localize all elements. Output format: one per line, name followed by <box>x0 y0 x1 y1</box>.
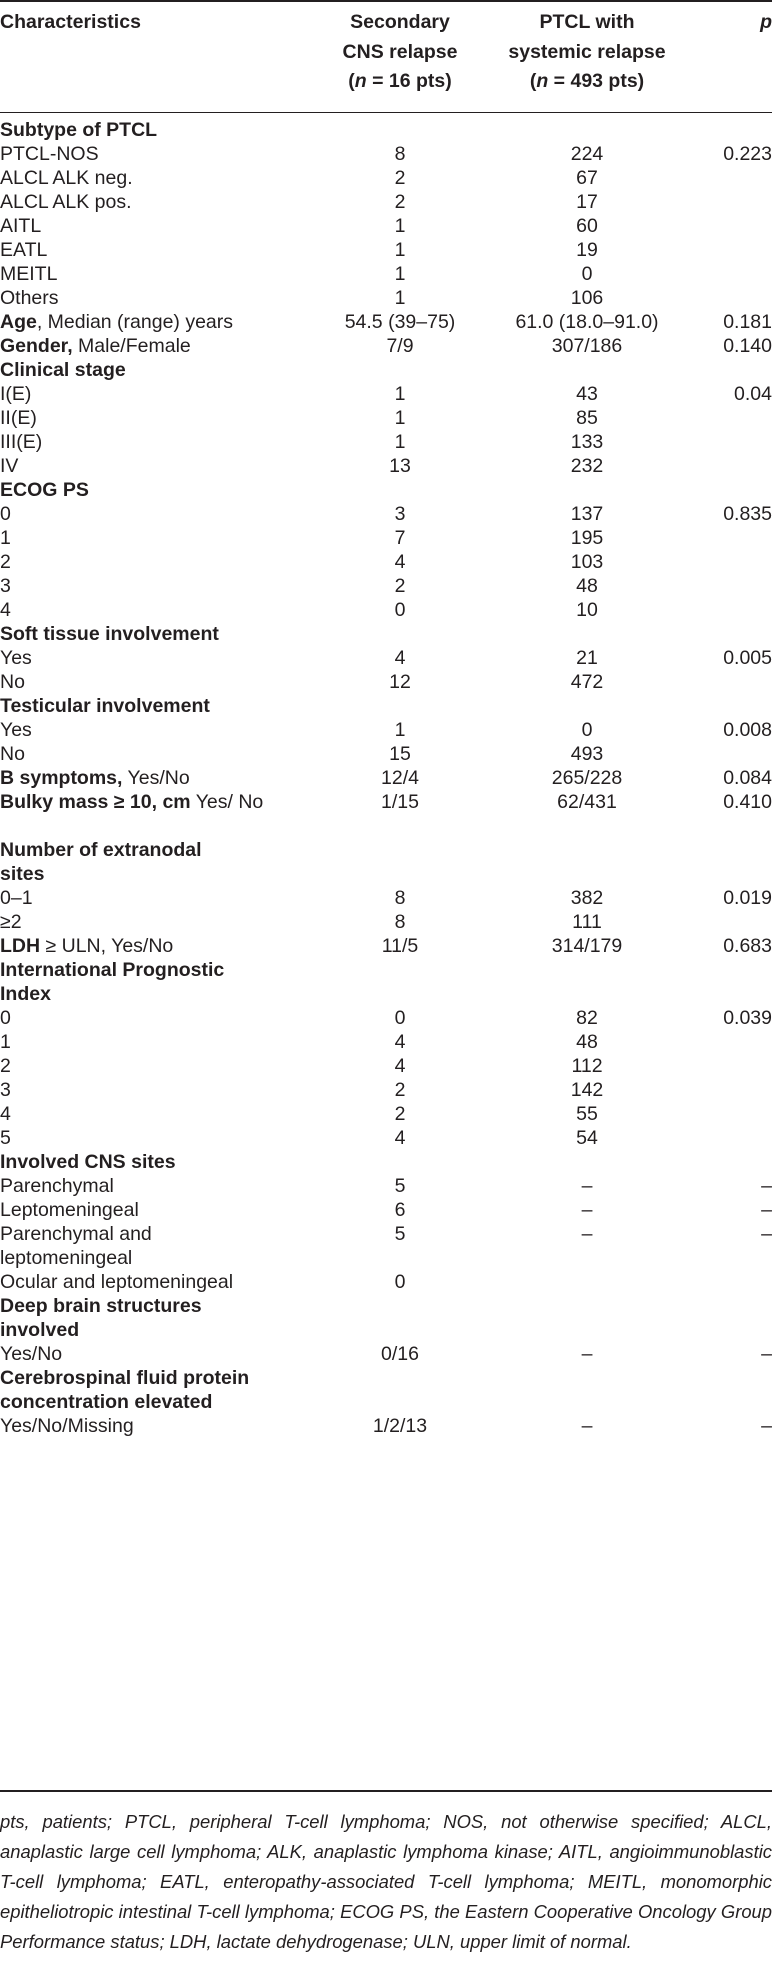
cell-secondary-cns: 2 <box>394 1079 406 1101</box>
row-label <box>0 766 300 790</box>
cell-secondary-cns: 1 <box>394 287 406 309</box>
cell-systemic-relapse: – <box>581 1223 593 1245</box>
cell-p-value: 0.005 <box>723 647 772 669</box>
row-label-bold: Age <box>0 311 37 333</box>
header-secondary-line2: CNS relapse <box>342 40 458 63</box>
cell-systemic-relapse: 195 <box>570 527 604 549</box>
row-label: 3 <box>0 575 11 597</box>
cell-systemic-relapse: 17 <box>576 191 598 213</box>
cell-systemic-relapse: 61.0 (18.0–91.0) <box>515 311 659 333</box>
cell-secondary-cns: 7/9 <box>386 335 414 357</box>
cell-systemic-relapse: 60 <box>576 215 598 237</box>
cell-secondary-cns: 1/15 <box>381 791 419 813</box>
cell-systemic-relapse: 0 <box>581 263 593 285</box>
row-label: Others <box>0 287 59 309</box>
section-heading: Deep brain structures involved <box>0 1295 202 1341</box>
cell-secondary-cns: 11/5 <box>381 935 419 957</box>
row-label-bold: Gender, <box>0 335 73 357</box>
cell-p-value: 0.181 <box>723 311 772 333</box>
row-label: Yes <box>0 647 32 669</box>
cell-secondary-cns: 2 <box>394 167 406 189</box>
cell-p-value: 0.008 <box>723 719 772 741</box>
cell-secondary-cns: 1 <box>394 215 406 237</box>
cell-systemic-relapse: 103 <box>570 551 604 573</box>
row-label-bold: Bulky mass ≥ 10, cm <box>0 791 191 813</box>
cell-secondary-cns: 0 <box>394 1271 406 1293</box>
row-label: IV <box>0 455 19 477</box>
cell-p-value: 0.039 <box>723 1007 772 1029</box>
row-label: No <box>0 743 25 765</box>
cell-secondary-cns: 4 <box>394 1127 406 1149</box>
cell-secondary-cns: 15 <box>389 743 411 765</box>
cell-systemic-relapse: 106 <box>570 287 604 309</box>
row-label: Yes/No <box>0 1343 63 1365</box>
cell-secondary-cns: 8 <box>394 887 406 909</box>
cell-systemic-relapse: 133 <box>570 431 604 453</box>
cell-secondary-cns: 2 <box>394 575 406 597</box>
row-label-bold: LDH <box>0 935 41 957</box>
row-label-rest: Yes/No <box>122 767 190 789</box>
cell-systemic-relapse: 54 <box>576 1127 598 1149</box>
cell-systemic-relapse: 137 <box>570 503 604 525</box>
row-label-bold: B symptoms, <box>0 767 123 789</box>
cell-p-value: 0.140 <box>723 335 772 357</box>
cell-secondary-cns: 8 <box>394 143 406 165</box>
row-label: 0 <box>0 1007 11 1029</box>
row-label: 2 <box>0 1055 11 1077</box>
row-label: 0 <box>0 503 11 525</box>
cell-p-value: 0.683 <box>723 935 772 957</box>
row-label: ALCL ALK pos. <box>0 191 132 213</box>
cell-p-value: 0.835 <box>723 503 772 525</box>
cell-systemic-relapse: 232 <box>570 455 604 477</box>
cell-systemic-relapse: 493 <box>570 743 604 765</box>
cell-systemic-relapse: 0 <box>581 719 593 741</box>
row-label: Parenchymal and leptomeningeal <box>0 1223 152 1269</box>
cell-systemic-relapse: 82 <box>576 1007 598 1029</box>
cell-systemic-relapse: 48 <box>576 575 598 597</box>
row-label: 5 <box>0 1127 11 1149</box>
cell-p-value: 0.04 <box>734 383 772 405</box>
cell-p-value: – <box>761 1199 772 1221</box>
cell-secondary-cns: 1 <box>394 431 406 453</box>
cell-p-value: – <box>761 1223 772 1245</box>
row-label-rest: Male/Female <box>72 335 191 357</box>
cell-systemic-relapse: 55 <box>576 1103 598 1125</box>
header-p-value: p <box>760 11 772 33</box>
cell-systemic-relapse: 307/186 <box>551 335 623 357</box>
cell-systemic-relapse: – <box>581 1415 593 1437</box>
cell-secondary-cns: 4 <box>394 647 406 669</box>
cell-secondary-cns: 2 <box>394 1103 406 1125</box>
cell-secondary-cns: 3 <box>394 503 406 525</box>
header-systemic-line2: systemic relapse <box>508 40 666 63</box>
cell-systemic-relapse: 48 <box>576 1031 598 1053</box>
cell-p-value: – <box>761 1343 772 1365</box>
row-label <box>0 334 300 358</box>
section-heading: Subtype of PTCL <box>0 119 158 141</box>
cell-systemic-relapse: 382 <box>570 887 604 909</box>
table-footnote: pts, patients; PTCL, peripheral T-cell lymphoma; NOS, not otherwise specified; ALCL, anaplastic large cell lymphoma; ALK, anaplastic lymphoma kinase; AITL, angioimmunoblastic T-cell lymphoma; EATL, enteropathy-associated T-cell lymphoma; MEITL, monomorphic epitheliotropic intestinal T-cell lymphoma; ECOG PS, the Eastern Cooperative Oncology Group Performance status; LDH, lactate dehydrogenase; ULN, upper limit of normal. <box>0 1811 772 1952</box>
cell-systemic-relapse: 112 <box>571 1055 603 1077</box>
cell-p-value: – <box>761 1415 772 1437</box>
cell-secondary-cns: 1/2/13 <box>372 1415 428 1437</box>
cell-systemic-relapse: 43 <box>576 383 598 405</box>
cell-systemic-relapse: 224 <box>570 143 604 165</box>
row-label <box>0 790 285 814</box>
section-heading: Testicular involvement <box>0 695 210 717</box>
row-label: Yes/No/Missing <box>0 1415 134 1437</box>
cell-systemic-relapse: – <box>581 1343 593 1365</box>
row-label: Parenchymal <box>0 1175 114 1197</box>
cell-systemic-relapse: – <box>581 1199 593 1221</box>
cell-p-value: 0.223 <box>723 143 772 165</box>
row-label: MEITL <box>0 263 58 285</box>
cell-secondary-cns: 4 <box>394 551 406 573</box>
row-label: No <box>0 671 25 693</box>
row-label: III(E) <box>0 431 43 453</box>
section-heading: Cerebrospinal fluid protein concentration elevated <box>0 1367 250 1413</box>
cell-secondary-cns: 6 <box>394 1199 406 1221</box>
cell-p-value: 0.019 <box>723 887 772 909</box>
row-label: 0–1 <box>0 887 33 909</box>
row-label: I(E) <box>0 383 32 405</box>
row-label: AITL <box>0 215 42 237</box>
row-label-rest: Yes/ No <box>190 791 264 813</box>
section-heading: Clinical stage <box>0 359 126 381</box>
cell-systemic-relapse: 85 <box>576 407 598 429</box>
section-heading: ECOG PS <box>0 479 89 501</box>
cell-p-value: 0.410 <box>723 791 772 813</box>
cell-secondary-cns: 54.5 (39–75) <box>344 311 456 333</box>
cell-systemic-relapse: 19 <box>576 239 598 261</box>
row-label: 1 <box>0 1031 11 1053</box>
cell-secondary-cns: 12 <box>389 671 411 693</box>
row-label <box>0 934 300 958</box>
cell-systemic-relapse: – <box>581 1175 593 1197</box>
section-heading: International Prognostic Index <box>0 959 225 1005</box>
cell-secondary-cns: 1 <box>394 719 406 741</box>
row-label: Leptomeningeal <box>0 1199 139 1221</box>
table-header-rule <box>0 112 772 113</box>
row-label: ≥2 <box>0 911 22 933</box>
header-systemic-line1: PTCL with <box>539 11 635 33</box>
cell-secondary-cns: 1 <box>394 263 406 285</box>
cell-secondary-cns: 4 <box>394 1055 406 1077</box>
section-heading: Number of extranodal sites <box>0 839 202 885</box>
row-label-rest: , Median (range) years <box>36 311 234 333</box>
row-label: Yes <box>0 719 32 741</box>
cell-secondary-cns: 0 <box>394 599 406 621</box>
row-label: 3 <box>0 1079 11 1101</box>
header-systemic-n: (n = 493 pts) <box>529 70 645 92</box>
cell-systemic-relapse: 142 <box>570 1079 604 1101</box>
cell-systemic-relapse: 265/228 <box>551 767 623 789</box>
row-label: EATL <box>0 239 48 261</box>
cell-systemic-relapse: 10 <box>576 599 598 621</box>
cell-secondary-cns: 12/4 <box>381 767 419 789</box>
cell-secondary-cns: 13 <box>389 455 411 477</box>
row-label: Ocular and leptomeningeal <box>0 1271 234 1293</box>
cell-secondary-cns: 2 <box>394 191 406 213</box>
row-label <box>0 310 300 334</box>
header-secondary-line1: Secondary <box>350 11 450 33</box>
cell-secondary-cns: 5 <box>394 1175 406 1197</box>
cell-secondary-cns: 8 <box>394 911 406 933</box>
section-heading: Soft tissue involvement <box>0 623 219 645</box>
row-label: 4 <box>0 1103 11 1125</box>
cell-systemic-relapse: 67 <box>576 167 598 189</box>
cell-secondary-cns: 7 <box>394 527 406 549</box>
cell-secondary-cns: 1 <box>394 239 406 261</box>
row-label-rest: ≥ ULN, Yes/No <box>40 935 174 957</box>
row-label: 1 <box>0 527 11 549</box>
header-secondary-cns-relapse <box>300 8 500 97</box>
row-label: PTCL-NOS <box>0 143 99 165</box>
cell-systemic-relapse: 62/431 <box>557 791 617 813</box>
row-label: ALCL ALK neg. <box>0 167 133 189</box>
cell-systemic-relapse: 314/179 <box>551 935 623 957</box>
cell-secondary-cns: 4 <box>394 1031 406 1053</box>
cell-p-value: 0.084 <box>723 767 772 789</box>
cell-secondary-cns: 0/16 <box>381 1343 419 1365</box>
cell-p-value: – <box>761 1175 772 1197</box>
cell-secondary-cns: 1 <box>394 383 406 405</box>
cell-systemic-relapse: 21 <box>576 647 598 669</box>
cell-secondary-cns: 0 <box>394 1007 406 1029</box>
cell-secondary-cns: 5 <box>394 1223 406 1245</box>
row-label: 4 <box>0 599 11 621</box>
row-label: II(E) <box>0 407 37 429</box>
cell-systemic-relapse: 111 <box>572 911 602 933</box>
cell-secondary-cns: 1 <box>394 407 406 429</box>
header-systemic-relapse <box>476 8 698 97</box>
cell-systemic-relapse: 472 <box>570 671 604 693</box>
header-secondary-n: (n = 16 pts) <box>348 70 452 92</box>
section-heading: Involved CNS sites <box>0 1151 176 1173</box>
table-bottom-rule <box>0 1790 772 1792</box>
header-characteristics: Characteristics <box>0 11 141 33</box>
table-top-rule <box>0 0 772 2</box>
row-label: 2 <box>0 551 11 573</box>
